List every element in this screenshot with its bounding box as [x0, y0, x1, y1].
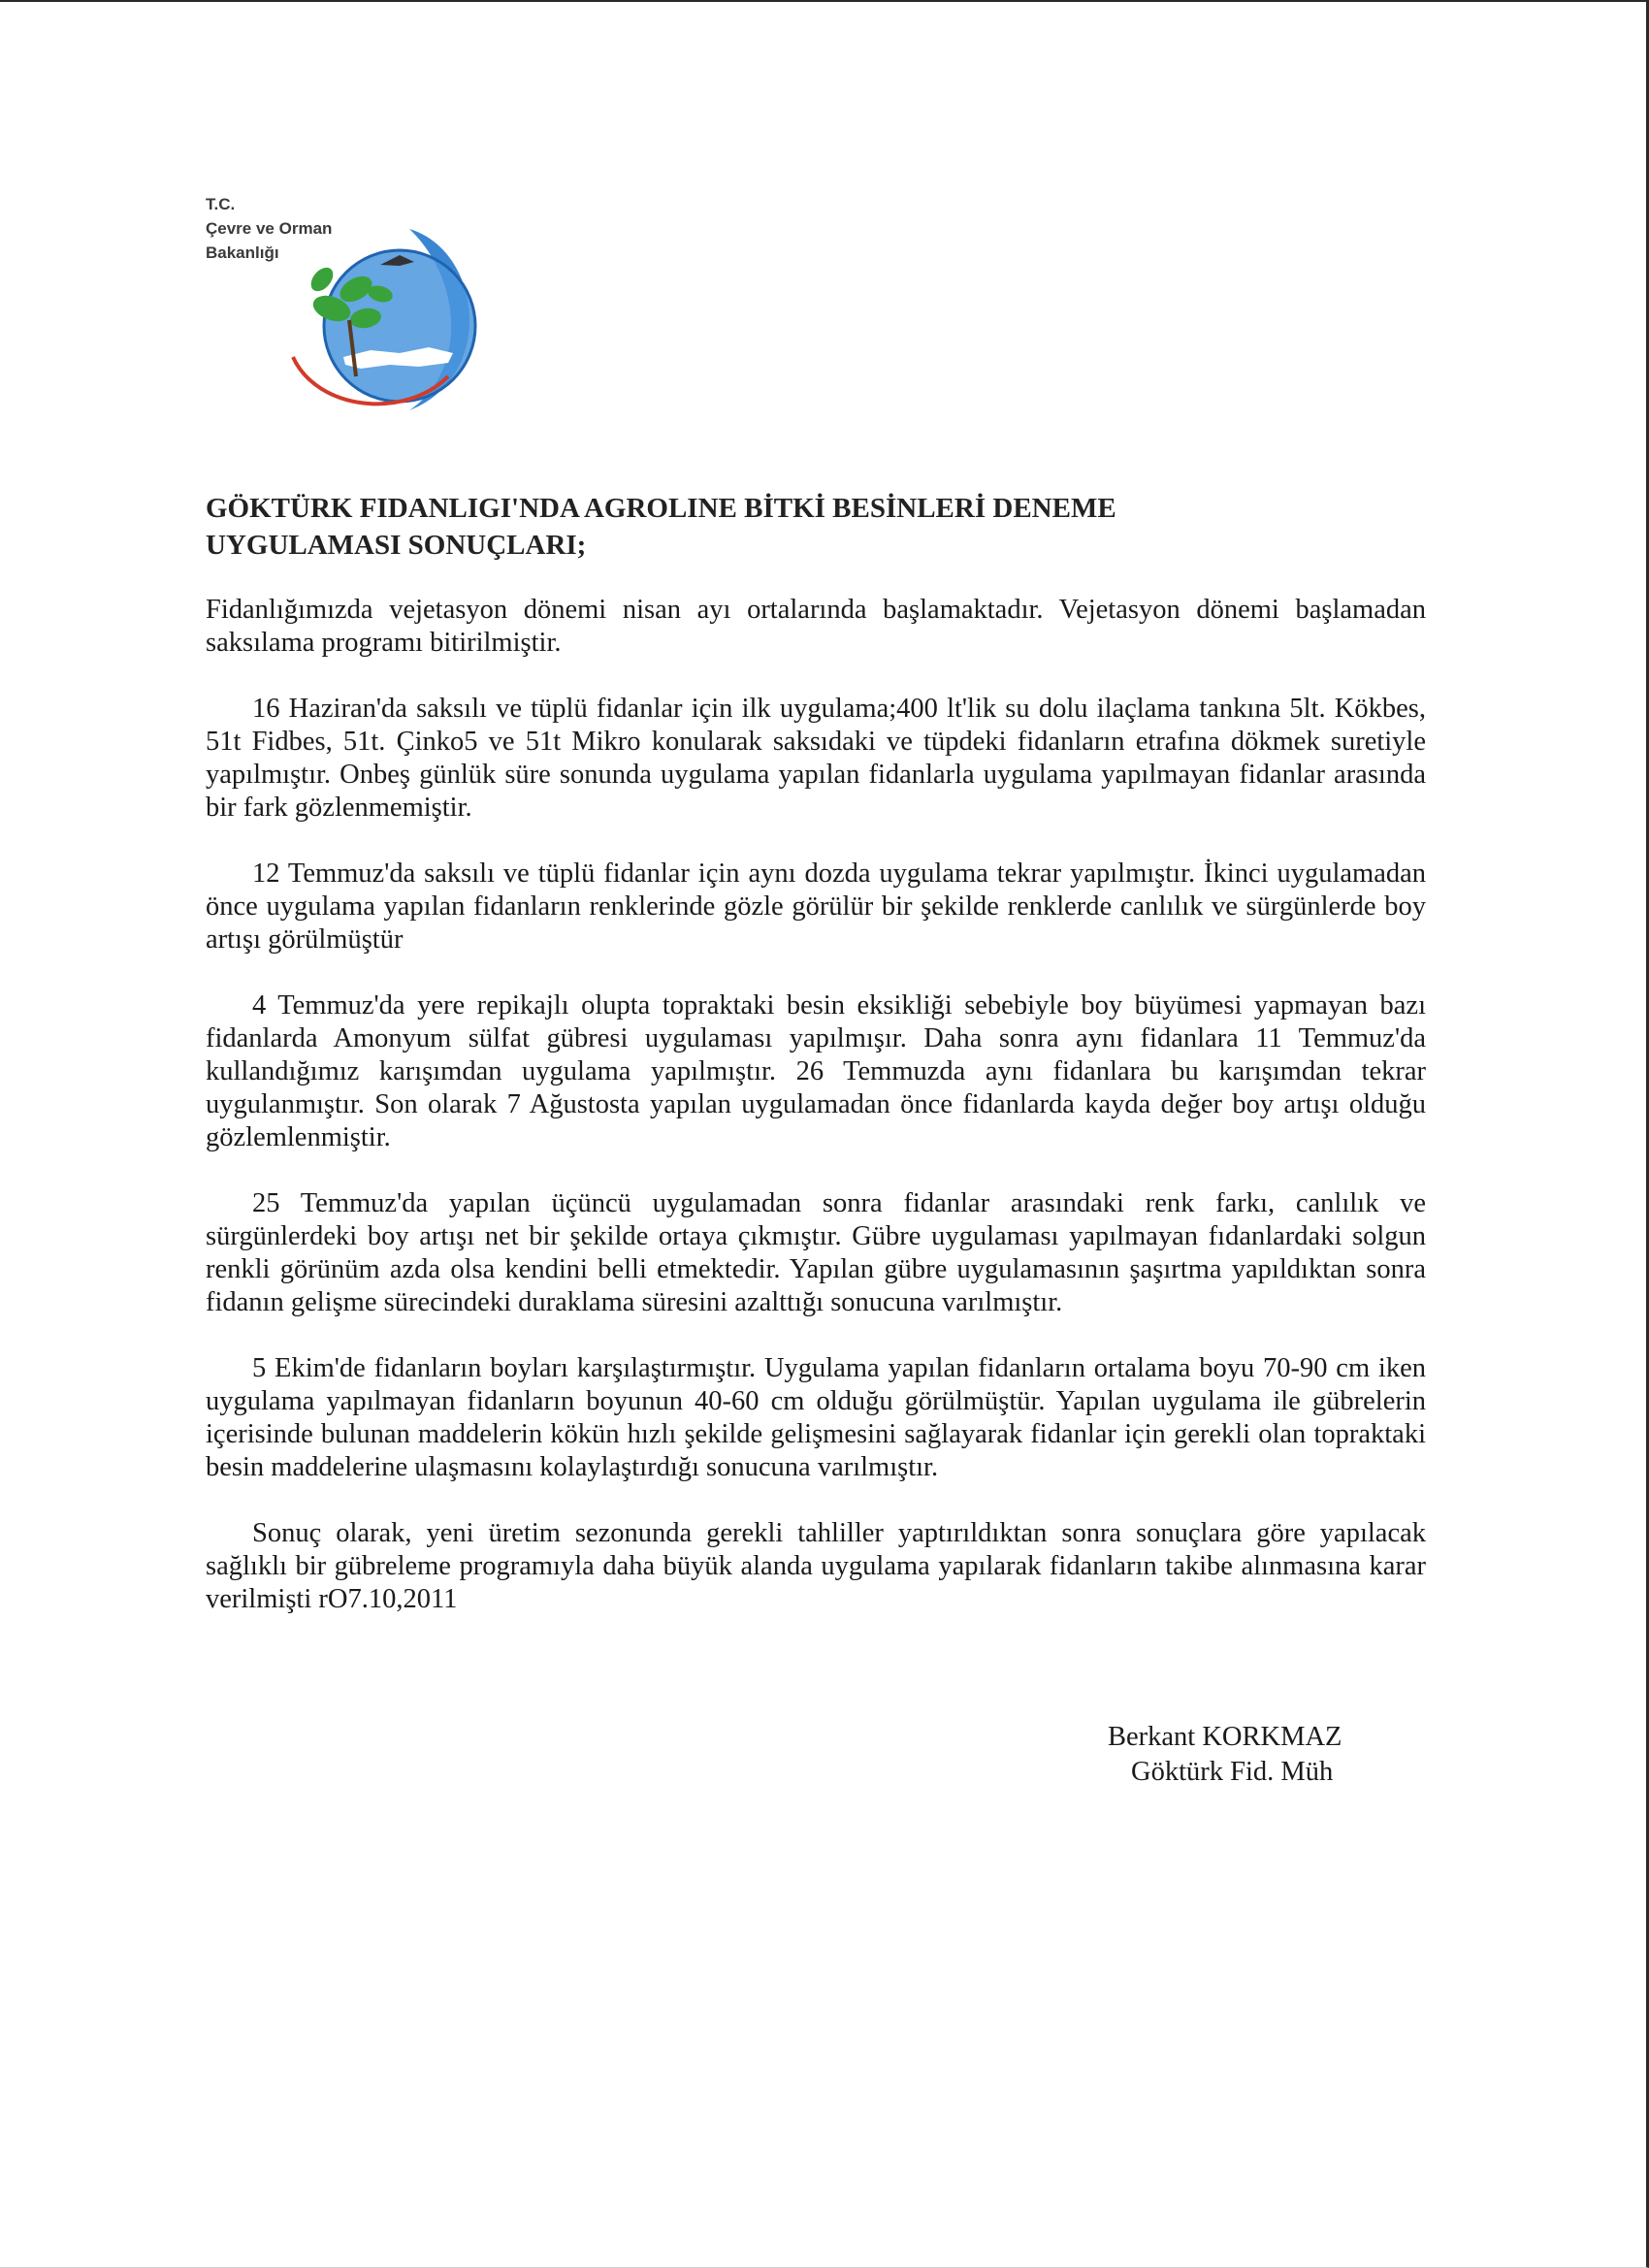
document-body — [206, 594, 1426, 1649]
signer-name: Berkant KORKMAZ — [1108, 1722, 1342, 1752]
logo-line-tc: T.C. — [206, 195, 236, 213]
paragraph: 16 Haziran'da saksılı ve tüplü fidanlar için ilk uygulama;400 lt'lik su dolu ilaçlama tankına 5lt. Kökbes, 51t Fidbes, 51t. Çinko5 ve 51t Mikro konularak saksıdaki ve tüpdeki fidanların etrafına dökmek suretiyle yapılmıştır. Onbeş günlük süre sonunda uygulama yapılan fidanlarla uygulama yapılmayan fidanlar arasında bir fark gözlenmemiştir. — [206, 694, 1426, 823]
paragraph: 5 Ekim'de fidanların boyları karşılaştırmıştır. Uygulama yapılan fidanların ortalama boyu 70-90 cm iken uygulama yapılmayan fidanların boyunun 40-60 cm olduğu görülmüştür. Yapılan uygulama ile gübrelerin içerisinde bulunan maddelerin kökün hızlı şekilde gelişmesini sağlayarak fidanlar için gerekli olan topraktaki besin maddelerine ulaşmasını kolaylaştırdığı sonucuna varılmıştır. — [206, 1353, 1426, 1482]
paragraph: Sonuç olarak, yeni üretim sezonunda gerekli tahliller yaptırıldıktan sonra sonuçlara göre yapılacak sağlıklı bir gübreleme programıyla daha büyük alanda uygulama yapılarak fidanların takibe alınmasına karar verilmişti rO7.10,2011 — [206, 1518, 1426, 1614]
signature-block — [1108, 1720, 1342, 1790]
logo-text — [206, 192, 332, 265]
signer-role: Göktürk Fid. Müh — [1131, 1757, 1334, 1787]
paragraph: Fidanlığımızda vejetasyon dönemi nisan ayı ortalarında başlamaktadır. Vejetasyon dönemi başlamadan saksılama programı bitirilmiştir. — [206, 595, 1426, 658]
ministry-logo — [206, 192, 487, 425]
title-line-1: GÖKTÜRK FIDANLIGI'NDA AGROLINE BİTKİ BESİNLERİ DENEME — [206, 493, 1116, 524]
title-line-2: UYGULAMASI SONUÇLARI; — [206, 530, 587, 561]
document-title — [206, 490, 1311, 564]
logo-line-ministry-2: Bakanlığı — [206, 243, 279, 262]
paragraph: 4 Temmuz'da yere repikajlı olupta topraktaki besin eksikliği sebebiyle boy büyümesi yapmayan bazı fidanlarda Amonyum sülfat gübresi uygulaması yapılmışır. Daha sonra aynı fidanlara 11 Temmuz'da kullandığımız karışımdan uygulama yapılmıştır. 26 Temmuzda aynı fidanlara bu karışımdan tekrar uygulanmıştır. Son olarak 7 Ağustosta yapılan uygulamadan önce fidanlarda kayda değer boy artışı olduğu gözlemlenmiştir. — [206, 990, 1426, 1152]
paragraph: 25 Temmuz'da yapılan üçüncü uygulamadan sonra fidanlar arasındaki renk farkı, canlılık ve sürgünlerdeki boy artışı net bir şekilde ortaya çıkmıştır. Gübre uygulaması yapılmayan fıdanlardaki solgun renkli görünüm azda olsa kendini belli etmektedir. Yapılan gübre uygulamasının şaşırtma yapıldıktan sonra fidanın gelişme sürecindeki duraklama süresini azalttığı sonucuna varılmıştır. — [206, 1188, 1426, 1317]
paragraph: 12 Temmuz'da saksılı ve tüplü fidanlar için aynı dozda uygulama tekrar yapılmıştır. İkinci uygulamadan önce uygulama yapılan fidanların renklerinde gözle görülür bir şekilde renklerde canlılık ve sürgünlerde boy artışı görülmüştür — [206, 859, 1426, 955]
logo-line-ministry: Çevre ve Orman — [206, 219, 333, 238]
